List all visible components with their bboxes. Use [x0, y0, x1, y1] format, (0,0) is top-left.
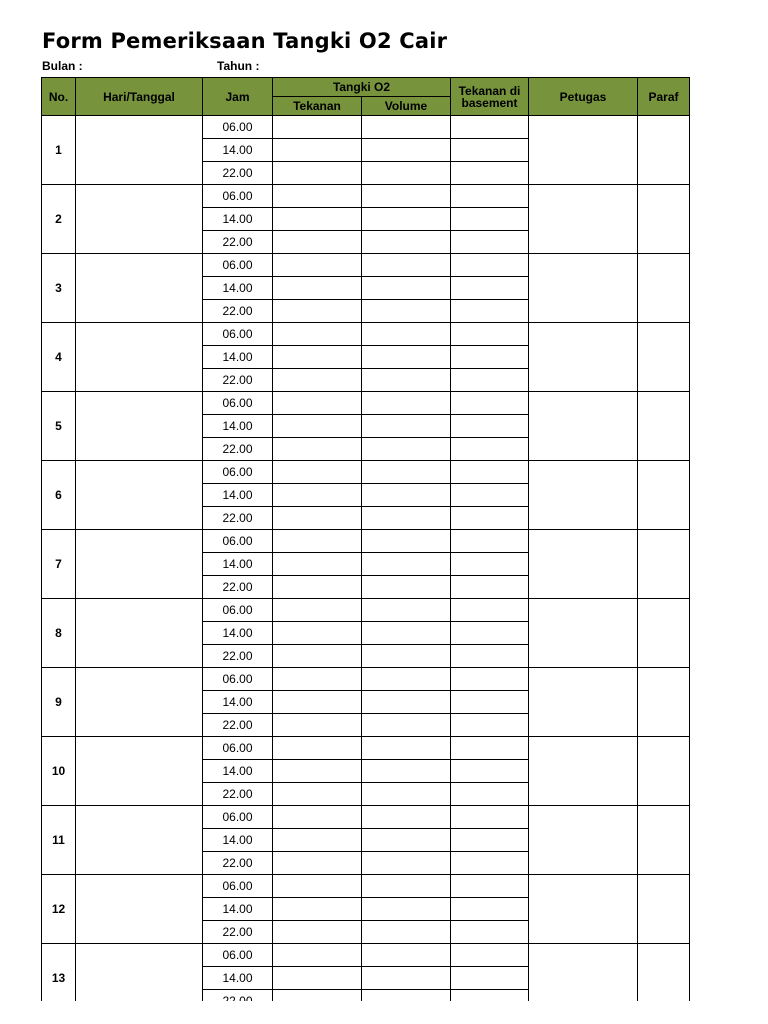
petugas-cell[interactable]	[529, 461, 638, 530]
hari-tanggal-cell[interactable]	[76, 599, 203, 668]
hari-tanggal-cell[interactable]	[76, 392, 203, 461]
tekanan-cell[interactable]	[273, 346, 362, 369]
jam-cell: 22.00	[203, 852, 273, 875]
jam-cell: 14.00	[203, 139, 273, 162]
tekanan-cell[interactable]	[273, 208, 362, 231]
petugas-cell[interactable]	[529, 392, 638, 461]
tekanan-cell[interactable]	[273, 185, 362, 208]
tekanan-cell[interactable]	[273, 139, 362, 162]
volume-cell[interactable]	[362, 898, 451, 921]
jam-cell: 06.00	[203, 116, 273, 139]
table-row	[42, 599, 690, 622]
paraf-cell[interactable]	[638, 392, 690, 461]
tekanan-cell[interactable]	[273, 254, 362, 277]
volume-cell[interactable]	[362, 737, 451, 760]
row-number: 9	[42, 668, 76, 737]
tekanan-cell[interactable]	[273, 714, 362, 737]
volume-cell[interactable]	[362, 369, 451, 392]
petugas-cell[interactable]	[529, 116, 638, 185]
row-number: 6	[42, 461, 76, 530]
tekanan-cell[interactable]	[273, 162, 362, 185]
jam-cell: 22.00	[203, 783, 273, 806]
volume-cell[interactable]	[362, 553, 451, 576]
tekanan-cell[interactable]	[273, 806, 362, 829]
tekanan-basement-cell[interactable]	[451, 346, 529, 369]
row-number: 8	[42, 599, 76, 668]
table-row	[42, 668, 690, 691]
tekanan-basement-cell[interactable]	[451, 300, 529, 323]
volume-cell[interactable]	[362, 576, 451, 599]
paraf-cell[interactable]	[638, 737, 690, 806]
tekanan-basement-cell[interactable]	[451, 898, 529, 921]
jam-cell: 06.00	[203, 944, 273, 967]
header-tangki-o2: Tangki O2	[273, 78, 451, 97]
volume-cell[interactable]	[362, 668, 451, 691]
jam-cell: 06.00	[203, 323, 273, 346]
row-number: 4	[42, 323, 76, 392]
header-paraf: Paraf	[638, 78, 690, 116]
table-row	[42, 392, 690, 415]
volume-cell[interactable]	[362, 277, 451, 300]
row-number: 13	[42, 944, 76, 1013]
header-no: No.	[42, 78, 76, 116]
volume-cell[interactable]	[362, 944, 451, 967]
hari-tanggal-cell[interactable]	[76, 806, 203, 875]
table-row	[42, 875, 690, 898]
volume-cell[interactable]	[362, 852, 451, 875]
table-row	[42, 944, 690, 967]
tahun-label: Tahun :	[217, 59, 260, 73]
tekanan-basement-cell[interactable]	[451, 231, 529, 254]
tekanan-basement-cell[interactable]	[451, 668, 529, 691]
jam-cell: 14.00	[203, 829, 273, 852]
tekanan-cell[interactable]	[273, 691, 362, 714]
volume-cell[interactable]	[362, 254, 451, 277]
paraf-cell[interactable]	[638, 254, 690, 323]
tekanan-cell[interactable]	[273, 277, 362, 300]
jam-cell: 22.00	[203, 231, 273, 254]
tekanan-cell[interactable]	[273, 875, 362, 898]
hari-tanggal-cell[interactable]	[76, 737, 203, 806]
tekanan-cell[interactable]	[273, 599, 362, 622]
jam-cell: 06.00	[203, 599, 273, 622]
table-row	[42, 116, 690, 139]
header-tekanan-basement: Tekanan di basement	[451, 78, 529, 116]
volume-cell[interactable]	[362, 783, 451, 806]
petugas-cell[interactable]	[529, 737, 638, 806]
row-number: 12	[42, 875, 76, 944]
jam-cell: 14.00	[203, 622, 273, 645]
tekanan-cell[interactable]	[273, 323, 362, 346]
table-row	[42, 185, 690, 208]
tekanan-basement-cell[interactable]	[451, 783, 529, 806]
jam-cell: 22.00	[203, 576, 273, 599]
tekanan-cell[interactable]	[273, 369, 362, 392]
jam-cell: 06.00	[203, 737, 273, 760]
tekanan-basement-cell[interactable]	[451, 461, 529, 484]
tekanan-cell[interactable]	[273, 300, 362, 323]
tekanan-cell[interactable]	[273, 415, 362, 438]
tekanan-basement-cell[interactable]	[451, 852, 529, 875]
row-number: 1	[42, 116, 76, 185]
tekanan-basement-cell[interactable]	[451, 323, 529, 346]
row-number: 11	[42, 806, 76, 875]
tekanan-basement-cell[interactable]	[451, 530, 529, 553]
volume-cell[interactable]	[362, 116, 451, 139]
header-jam: Jam	[203, 78, 273, 116]
tekanan-basement-cell[interactable]	[451, 622, 529, 645]
row-number: 3	[42, 254, 76, 323]
volume-cell[interactable]	[362, 139, 451, 162]
jam-cell: 22.00	[203, 162, 273, 185]
volume-cell[interactable]	[362, 645, 451, 668]
tekanan-cell[interactable]	[273, 116, 362, 139]
jam-cell: 06.00	[203, 530, 273, 553]
header-tekanan: Tekanan	[273, 97, 362, 116]
row-number: 2	[42, 185, 76, 254]
tekanan-cell[interactable]	[273, 783, 362, 806]
paraf-cell[interactable]	[638, 806, 690, 875]
tekanan-cell[interactable]	[273, 576, 362, 599]
petugas-cell[interactable]	[529, 875, 638, 944]
petugas-cell[interactable]	[529, 668, 638, 737]
tekanan-cell[interactable]	[273, 921, 362, 944]
volume-cell[interactable]	[362, 530, 451, 553]
tekanan-cell[interactable]	[273, 944, 362, 967]
jam-cell: 22.00	[203, 921, 273, 944]
tekanan-cell[interactable]	[273, 622, 362, 645]
tekanan-cell[interactable]	[273, 645, 362, 668]
tekanan-basement-cell[interactable]	[451, 208, 529, 231]
jam-cell: 14.00	[203, 208, 273, 231]
tekanan-basement-cell[interactable]	[451, 806, 529, 829]
tekanan-basement-cell[interactable]	[451, 944, 529, 967]
tekanan-cell[interactable]	[273, 484, 362, 507]
paraf-cell[interactable]	[638, 668, 690, 737]
table-row	[42, 806, 690, 829]
tekanan-cell[interactable]	[273, 737, 362, 760]
tekanan-basement-cell[interactable]	[451, 576, 529, 599]
tekanan-basement-cell[interactable]	[451, 829, 529, 852]
tekanan-basement-cell[interactable]	[451, 139, 529, 162]
tekanan-basement-cell[interactable]	[451, 484, 529, 507]
tekanan-cell[interactable]	[273, 507, 362, 530]
tekanan-cell[interactable]	[273, 829, 362, 852]
volume-cell[interactable]	[362, 875, 451, 898]
jam-cell: 14.00	[203, 553, 273, 576]
jam-cell: 22.00	[203, 714, 273, 737]
volume-cell[interactable]	[362, 967, 451, 990]
volume-cell[interactable]	[362, 714, 451, 737]
row-number: 7	[42, 530, 76, 599]
tekanan-cell[interactable]	[273, 668, 362, 691]
tekanan-basement-cell[interactable]	[451, 760, 529, 783]
tekanan-basement-cell[interactable]	[451, 369, 529, 392]
hari-tanggal-cell[interactable]	[76, 116, 203, 185]
volume-cell[interactable]	[362, 392, 451, 415]
volume-cell[interactable]	[362, 484, 451, 507]
tekanan-basement-cell[interactable]	[451, 714, 529, 737]
volume-cell[interactable]	[362, 806, 451, 829]
paraf-cell[interactable]	[638, 599, 690, 668]
volume-cell[interactable]	[362, 599, 451, 622]
jam-cell: 14.00	[203, 346, 273, 369]
hari-tanggal-cell[interactable]	[76, 530, 203, 599]
petugas-cell[interactable]	[529, 530, 638, 599]
paraf-cell[interactable]	[638, 185, 690, 254]
volume-cell[interactable]	[362, 323, 451, 346]
table-row	[42, 254, 690, 277]
petugas-cell[interactable]	[529, 599, 638, 668]
tekanan-cell[interactable]	[273, 553, 362, 576]
volume-cell[interactable]	[362, 760, 451, 783]
volume-cell[interactable]	[362, 346, 451, 369]
volume-cell[interactable]	[362, 231, 451, 254]
jam-cell: 22.00	[203, 507, 273, 530]
volume-cell[interactable]	[362, 829, 451, 852]
tekanan-basement-cell[interactable]	[451, 967, 529, 990]
tekanan-basement-cell[interactable]	[451, 438, 529, 461]
jam-cell: 06.00	[203, 185, 273, 208]
petugas-cell[interactable]	[529, 254, 638, 323]
jam-cell: 06.00	[203, 392, 273, 415]
jam-cell: 14.00	[203, 484, 273, 507]
tekanan-cell[interactable]	[273, 530, 362, 553]
tekanan-basement-cell[interactable]	[451, 254, 529, 277]
tekanan-cell[interactable]	[273, 231, 362, 254]
tekanan-basement-cell[interactable]	[451, 392, 529, 415]
volume-cell[interactable]	[362, 415, 451, 438]
jam-cell: 22.00	[203, 645, 273, 668]
tekanan-cell[interactable]	[273, 967, 362, 990]
petugas-cell[interactable]	[529, 806, 638, 875]
tekanan-basement-cell[interactable]	[451, 277, 529, 300]
page-bottom-margin	[0, 1001, 768, 1024]
table-row	[42, 323, 690, 346]
header-petugas: Petugas	[529, 78, 638, 116]
volume-cell[interactable]	[362, 438, 451, 461]
row-number: 10	[42, 737, 76, 806]
volume-cell[interactable]	[362, 691, 451, 714]
table-row	[42, 737, 690, 760]
volume-cell[interactable]	[362, 208, 451, 231]
tekanan-cell[interactable]	[273, 438, 362, 461]
paraf-cell[interactable]	[638, 461, 690, 530]
paraf-cell[interactable]	[638, 530, 690, 599]
petugas-cell[interactable]	[529, 185, 638, 254]
petugas-cell[interactable]	[529, 323, 638, 392]
volume-cell[interactable]	[362, 185, 451, 208]
tekanan-cell[interactable]	[273, 898, 362, 921]
jam-cell: 22.00	[203, 369, 273, 392]
hari-tanggal-cell[interactable]	[76, 323, 203, 392]
volume-cell[interactable]	[362, 622, 451, 645]
paraf-cell[interactable]	[638, 875, 690, 944]
tekanan-basement-cell[interactable]	[451, 921, 529, 944]
jam-cell: 14.00	[203, 277, 273, 300]
jam-cell: 14.00	[203, 760, 273, 783]
tekanan-basement-cell[interactable]	[451, 875, 529, 898]
jam-cell: 22.00	[203, 438, 273, 461]
table-row	[42, 461, 690, 484]
inspection-table	[41, 77, 690, 1013]
hari-tanggal-cell[interactable]	[76, 875, 203, 944]
tekanan-basement-cell[interactable]	[451, 691, 529, 714]
tekanan-cell[interactable]	[273, 852, 362, 875]
jam-cell: 06.00	[203, 806, 273, 829]
tekanan-basement-cell[interactable]	[451, 162, 529, 185]
tekanan-cell[interactable]	[273, 461, 362, 484]
tekanan-basement-cell[interactable]	[451, 737, 529, 760]
volume-cell[interactable]	[362, 162, 451, 185]
jam-cell: 22.00	[203, 300, 273, 323]
volume-cell[interactable]	[362, 507, 451, 530]
tekanan-basement-cell[interactable]	[451, 599, 529, 622]
jam-cell: 14.00	[203, 691, 273, 714]
jam-cell: 06.00	[203, 875, 273, 898]
paraf-cell[interactable]	[638, 116, 690, 185]
jam-cell: 14.00	[203, 898, 273, 921]
jam-cell: 06.00	[203, 461, 273, 484]
volume-cell[interactable]	[362, 461, 451, 484]
tekanan-basement-cell[interactable]	[451, 116, 529, 139]
jam-cell: 14.00	[203, 415, 273, 438]
header-hari-tanggal: Hari/Tanggal	[76, 78, 203, 116]
jam-cell: 14.00	[203, 967, 273, 990]
volume-cell[interactable]	[362, 921, 451, 944]
tekanan-basement-cell[interactable]	[451, 553, 529, 576]
form-body	[42, 116, 690, 1013]
paraf-cell[interactable]	[638, 323, 690, 392]
hari-tanggal-cell[interactable]	[76, 461, 203, 530]
volume-cell[interactable]	[362, 300, 451, 323]
hari-tanggal-cell[interactable]	[76, 668, 203, 737]
tekanan-cell[interactable]	[273, 760, 362, 783]
header-volume: Volume	[362, 97, 451, 116]
form-title: Form Pemeriksaan Tangki O2 Cair	[42, 29, 448, 53]
row-number: 5	[42, 392, 76, 461]
tekanan-basement-cell[interactable]	[451, 185, 529, 208]
tekanan-cell[interactable]	[273, 392, 362, 415]
jam-cell: 06.00	[203, 254, 273, 277]
jam-cell: 06.00	[203, 668, 273, 691]
tekanan-basement-cell[interactable]	[451, 645, 529, 668]
hari-tanggal-cell[interactable]	[76, 185, 203, 254]
tekanan-basement-cell[interactable]	[451, 507, 529, 530]
tekanan-basement-cell[interactable]	[451, 415, 529, 438]
bulan-label: Bulan :	[42, 59, 83, 73]
table-row	[42, 530, 690, 553]
hari-tanggal-cell[interactable]	[76, 254, 203, 323]
